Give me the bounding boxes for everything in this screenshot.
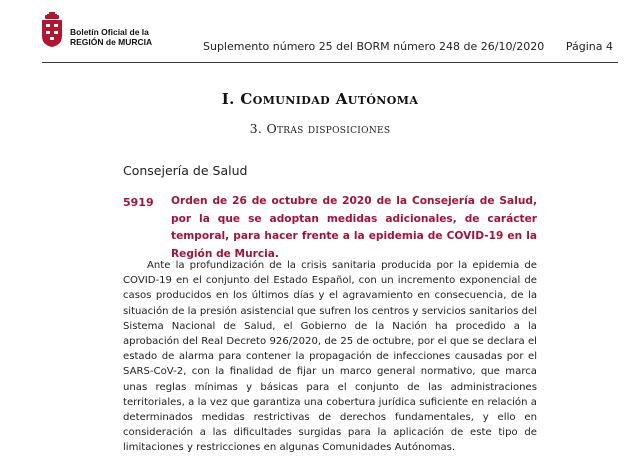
brand-line-2: REGIÓN de MURCIA	[70, 37, 153, 47]
coat-of-arms-icon	[40, 12, 64, 48]
page-number: Página 4	[565, 40, 613, 53]
section-heading: I. Comunidad Autónoma	[221, 90, 419, 108]
organization-name: Consejería de Salud	[123, 163, 248, 178]
body-paragraph: Ante la profundización de la crisis sanitaria producida por la epidemia de COVID-19 en el conjunto del Estado Español, con un incremento exponencial de casos producidos en los últimos días y el agravamiento en consecuencia, de la situación de la presión asistencial que sufren los centros y servicios sanitarios del Sistema Nacional de Salud, el Gobierno de la Nación ha procedido a la aprobación del Real Decreto 926/2020, de 25 de octubre, por el que se declara el estado de alarma para contener la propagación de infecciones causadas por el SARS-CoV-2, con la finalidad de fijar un marco general normativo, que marca unas reglas mínimas y básicas para el conjunto de las administraciones territoriales, a la vez que garantiza una cobertura jurídica suficiente en relación a determinados medidas restrictivas de derechos fundamentales, y ello en consideración a las dificultades surgidas para la aplicación de este tipo de limitaciones y restricciones en algunas Comunidades Autónomas.	[123, 260, 537, 454]
brand-line-1: Boletín Oficial de la	[70, 27, 149, 37]
subsection-heading: 3. Otras disposiciones	[249, 121, 391, 136]
page-header	[0, 0, 640, 62]
document-number: 5919	[123, 196, 154, 209]
document-title: Orden de 26 de octubre de 2020 de la Consejería de Salud, por la que se adoptan medidas adicionales, de carácter temporal, para hacer frente a la epidemia de COVID-19 en la Región de Murcia.	[171, 195, 537, 260]
bulletin-brand	[70, 27, 152, 47]
header-rule	[42, 62, 618, 63]
running-title: Suplemento número 25 del BORM número 248 de 26/10/2020	[203, 40, 545, 53]
